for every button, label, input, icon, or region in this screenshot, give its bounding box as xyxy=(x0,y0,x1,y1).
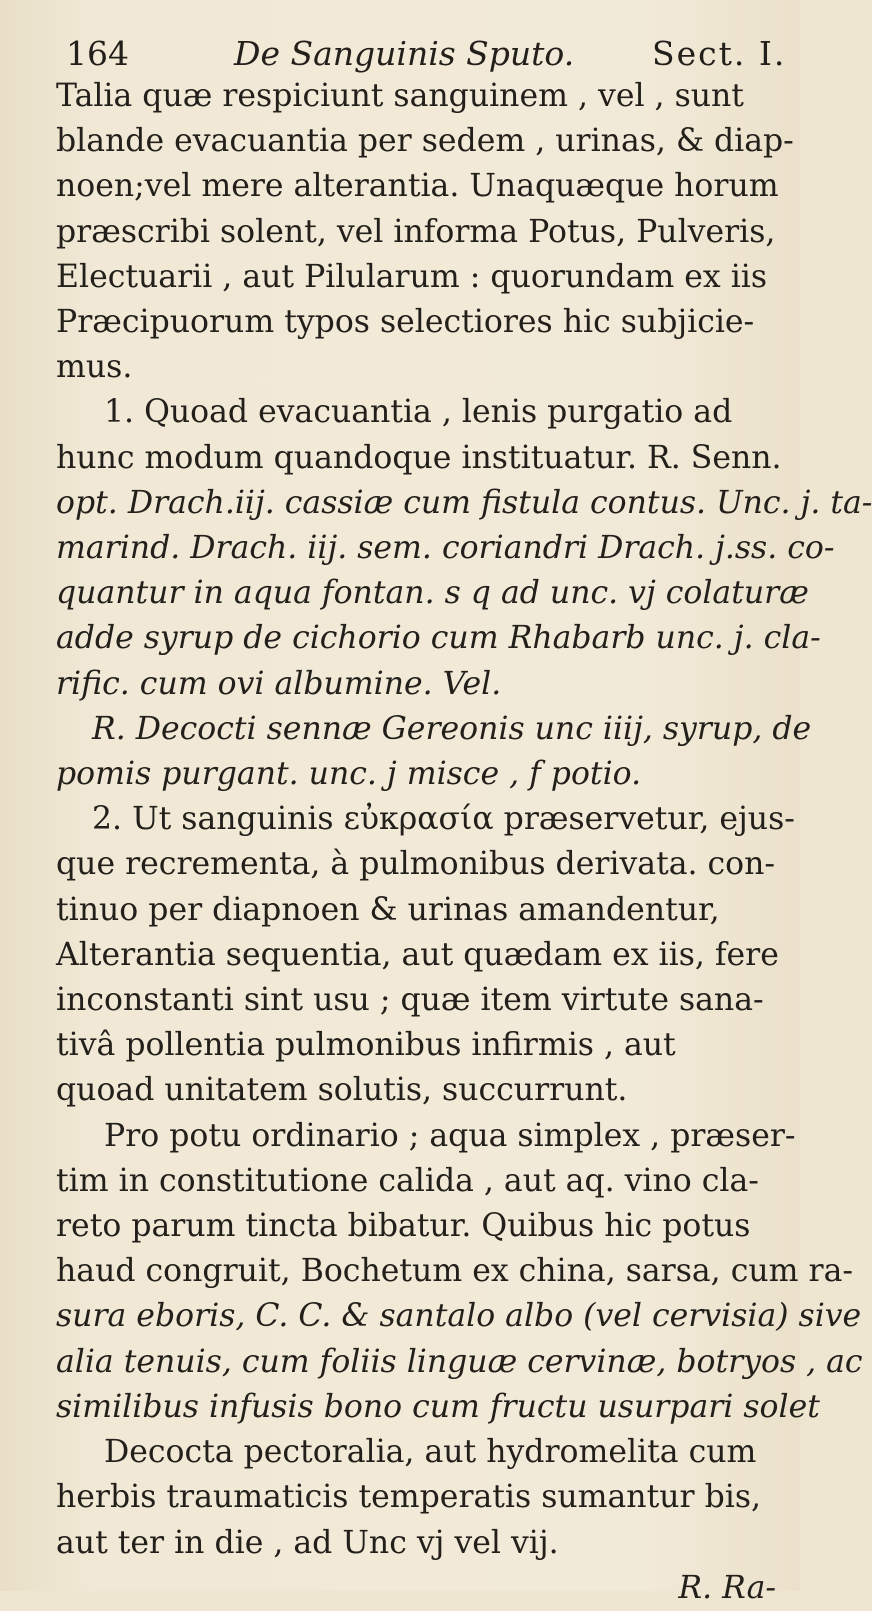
text-line: tivâ pollentia pulmonibus infirmis , aut xyxy=(56,1027,676,1064)
text-line: mus. xyxy=(56,349,133,386)
section-label: Sect. I. xyxy=(652,34,787,73)
text-line: adde syrup de cichorio cum Rhabarb unc. j. cla- xyxy=(56,620,821,657)
text-line: quoad unitatem solutis, succurrunt. xyxy=(56,1072,628,1109)
text-line: tinuo per diapnoen & urinas amandentur, xyxy=(56,891,720,928)
text-line: Electuarii , aut Pilularum : quorundam ex iis xyxy=(56,258,768,295)
text-line: aut ter in die , ad Unc vj vel vij. xyxy=(56,1524,559,1561)
text-line: blande evacuantia per sedem , urinas, & diap- xyxy=(56,123,794,160)
text-line: haud congruit, Bochetum ex china, sarsa, cum ra- xyxy=(56,1253,853,1290)
running-title: De Sanguinis Sputo. xyxy=(234,34,575,73)
text-line: præscribi solent, vel informa Potus, Pulveris, xyxy=(56,213,776,250)
body-text xyxy=(56,74,872,1611)
running-header xyxy=(56,34,800,74)
text-line: hunc modum quandoque instituatur. R. Senn. xyxy=(56,439,782,476)
text-line: opt. Drach.iij. cassiæ cum fistula contus. Unc. j. ta- xyxy=(56,484,872,521)
text-line: que recrementa, à pulmonibus derivata. con- xyxy=(56,846,776,883)
text-line: Alterantia sequentia, aut quædam ex iis, fere xyxy=(56,936,779,973)
text-line: 1. Quoad evacuantia , lenis purgatio ad xyxy=(104,394,733,431)
text-line: Pro potu ordinario ; aqua simplex , præser- xyxy=(104,1117,796,1154)
text-line: noen;vel mere alterantia. Unaquæque horum xyxy=(56,168,779,205)
text-line: sura eboris, C. C. & santalo albo (vel cervisia) sive xyxy=(56,1298,862,1335)
page-number: 164 xyxy=(66,34,129,73)
text-line: inconstanti sint usu ; quæ item virtute sana- xyxy=(56,982,764,1019)
catchword: R. Ra- xyxy=(678,1569,776,1606)
text-line: 2. Ut sanguinis εὐκρασία præservetur, ejus- xyxy=(92,801,795,838)
text-line: Decocta pectoralia, aut hydromelita cum xyxy=(104,1434,757,1471)
text-line: R. Decocti sennæ Gereonis unc iiij, syrup, de xyxy=(92,710,812,747)
text-line: marind. Drach. iij. sem. coriandri Drach. j.ss. co- xyxy=(56,530,835,567)
text-line: Talia quæ respiciunt sanguinem , vel , sunt xyxy=(56,78,744,114)
text-line: alia tenuis, cum foliis linguæ cervinæ, botryos , ac xyxy=(56,1343,863,1380)
text-line: reto parum tincta bibatur. Quibus hic potus xyxy=(56,1208,751,1245)
text-line: Præcipuorum typos selectiores hic subjicie- xyxy=(56,304,755,341)
text-line: herbis traumaticis temperatis sumantur bis, xyxy=(56,1479,762,1516)
text-line: tim in constitutione calida , aut aq. vino cla- xyxy=(56,1162,759,1199)
text-line: quantur in aqua fontan. s q ad unc. vj colaturæ xyxy=(56,575,809,612)
text-line: similibus infusis bono cum fructu usurpari solet xyxy=(56,1388,820,1425)
text-line: rific. cum ovi albumine. Vel. xyxy=(56,665,502,702)
text-line: pomis purgant. unc. j misce , f potio. xyxy=(56,756,642,793)
